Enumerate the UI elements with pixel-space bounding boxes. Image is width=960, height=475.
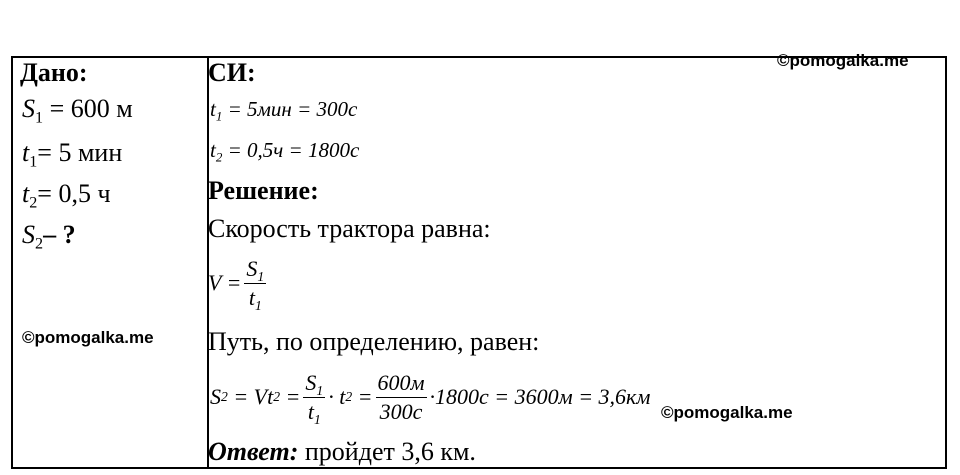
- s-eq2: =: [280, 384, 301, 409]
- t2-sub: 2: [29, 194, 38, 212]
- si-line-2: [210, 137, 359, 163]
- v-fraction-bar: [244, 283, 266, 284]
- si-line2-rest: = 0,5ч = 1800с: [222, 138, 360, 162]
- t2-value: = 0,5 ч: [37, 179, 111, 208]
- si-line2-sub: 2: [215, 149, 223, 165]
- v-lhs: V =: [208, 270, 242, 295]
- given-t1: [22, 138, 123, 171]
- given-t2: [22, 179, 111, 212]
- s1-letter: S: [22, 94, 35, 123]
- t1-sub: 1: [29, 153, 38, 171]
- s2-value: – ?: [43, 220, 76, 249]
- speed-text: Скорость трактора равна:: [208, 214, 491, 243]
- v-den-letter: t: [248, 284, 255, 310]
- s-tail: ·1800с = 3600м = 3,6км: [429, 384, 651, 409]
- velocity-formula: [208, 252, 269, 314]
- solution-header: Решение:: [208, 176, 319, 205]
- t1-letter: t: [22, 138, 30, 167]
- answer-text: пройдет 3,6 км.: [298, 437, 476, 466]
- s-lhs-letter: S: [210, 384, 221, 409]
- v-num-letter: S: [246, 256, 258, 282]
- s-f1-num-sub: 1: [316, 383, 324, 399]
- s-f1-den: t: [307, 398, 314, 424]
- s-fraction-2-bar: [376, 397, 427, 398]
- s-f1-num: S: [305, 370, 317, 396]
- watermark-left: ©pomogalka.me: [22, 328, 154, 347]
- s-f2-num: 600м: [377, 370, 425, 396]
- v-num-sub: 1: [257, 269, 265, 285]
- answer-line: [208, 437, 476, 467]
- si-header: СИ:: [208, 58, 256, 87]
- watermark-bottom-right: ©pomogalka.me: [661, 403, 793, 422]
- si-line1-rest: = 5мин = 300с: [222, 97, 358, 121]
- given-s1: [22, 94, 133, 127]
- s-mid: · t: [328, 384, 346, 409]
- si-line1-sub: 1: [215, 108, 223, 124]
- si-line-1: [210, 96, 357, 122]
- given-s2: [22, 220, 76, 253]
- answer-label: Ответ:: [208, 437, 299, 466]
- s1-value: = 600 м: [43, 94, 133, 123]
- s-fraction-1: [303, 370, 325, 427]
- s-eq1: = Vt: [227, 384, 274, 409]
- si-line1-letter: t: [210, 97, 216, 121]
- s-fraction-1-bar: [303, 397, 325, 398]
- given-header: Дано:: [20, 58, 88, 87]
- t1-value: = 5 мин: [37, 138, 123, 167]
- s2-letter: S: [22, 220, 35, 249]
- s-f1-den-sub: 1: [313, 411, 321, 427]
- v-den-sub: 1: [254, 297, 262, 313]
- t2-letter: t: [22, 179, 30, 208]
- distance-formula: S 2 = Vt 2 = $\frac{S_1}{t_1}$ · t 2 = $\frac{600м}{300с}$ ·1800с = 3600м = 3,6км: [210, 370, 651, 427]
- s-fraction-2: [376, 371, 427, 422]
- s-f2-den: 300с: [379, 398, 423, 424]
- si-line2-letter: t: [210, 138, 216, 162]
- s1-sub: 1: [35, 109, 44, 127]
- v-fraction: [244, 256, 266, 313]
- s2-sub: 2: [35, 235, 44, 253]
- path-text: Путь, по определению, равен:: [208, 327, 540, 356]
- watermark-top-right: ©pomogalka.me: [777, 51, 909, 70]
- s-eq3: =: [352, 384, 373, 409]
